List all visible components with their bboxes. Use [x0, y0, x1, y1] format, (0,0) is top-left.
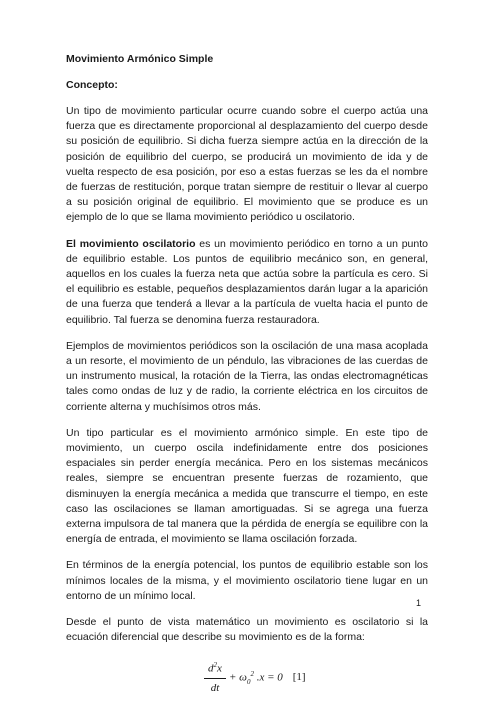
equation-denominator: dt	[210, 682, 220, 695]
document-title: Movimiento Armónico Simple	[66, 53, 214, 65]
differential-equation	[66, 657, 428, 701]
paragraph-1: Un tipo de movimiento particular ocurre cuando sobre el cuerpo actúa una fuerza que es directamente proporcional al desplazamiento del cuerpo desde su posición de equilibrio. Si dicha fuerza siempre actúa en la dirección de la posición de equilibrio del cuerpo, se producirá un movimiento de ida y de vuelta respecto de esa posición, por eso a estas fuerzas se les da el nombre de fuerzas de restitución, porque tratan siempre de restituir o llevar al cuerpo a su posición original de equilibrio. El movimiento que se produce es un ejemplo de lo que se llama movimiento periódico u oscilatorio.	[66, 105, 428, 224]
paragraph-2-text: es un movimiento periódico en torno a un punto de equilibrio estable. Los puntos de equilibrio mecánico son, en general, aquellos en los cuales la fuerza neta que actúa sobre la partícula es cero. Si el equilibrio es estable, pequeños desplazamientos darán lugar a la aparición de una fuerza que tenderá a llevar a la partícula de vuelta hacia el punto de equilibrio. Tal fuerza se denomina fuerza restauradora.	[66, 237, 428, 326]
bold-term: El movimiento oscilatorio	[66, 237, 196, 250]
equation-fraction	[204, 659, 226, 696]
equation-numerator: $d^2x$	[208, 660, 222, 675]
paragraph-2	[66, 237, 428, 328]
page-number: 1	[416, 598, 422, 608]
paragraph-3: Ejemplos de movimientos periódicos son la oscilación de una masa acoplada a un resorte, el movimiento de un péndulo, las vibraciones de las cuerdas de un instrumento musical, la rotación de la Tierra, las ondas electromagnéticas tales como ondas de luz y de radio, la corriente eléctrica en los circuitos de corriente alterna y muchísimos otros más.	[66, 339, 428, 413]
paragraph-5: En términos de la energía potencial, los puntos de equilibrio estable son los mínimos locales de la misma, y el movimiento oscilatorio tiene lugar en un entorno de un mínimo local.	[66, 559, 428, 602]
equation-rest: + $\omega_0^2$ .x = 0 [1]	[229, 669, 306, 686]
fraction-bar	[204, 678, 226, 679]
document-body	[66, 52, 428, 701]
paragraph-4: Un tipo particular es el movimiento armónico simple. En este tipo de movimiento, un cuerpo oscila indefinidamente entre dos posiciones espaciales sin perder energía mecánica. Pero en los sistemas mecánicos reales, siempre se encuentran presente fuerzas de rozamiento, que disminuyen la energía mecánica a medida que transcurre el tiempo, en este caso las oscilaciones se llaman amortiguadas. Si se agrega una fuerza externa impulsora de tal manera que la pérdida de energía se equilibre con la energía de entrada, el movimiento se llama oscilación forzada.	[66, 426, 428, 546]
paragraph-6: Desde el punto de vista matemático un movimiento es oscilatorio si la ecuación diferencial que describe su movimiento es de la forma:	[66, 616, 428, 644]
section-heading: Concepto:	[66, 79, 118, 91]
equation-label: [1]	[292, 671, 306, 684]
